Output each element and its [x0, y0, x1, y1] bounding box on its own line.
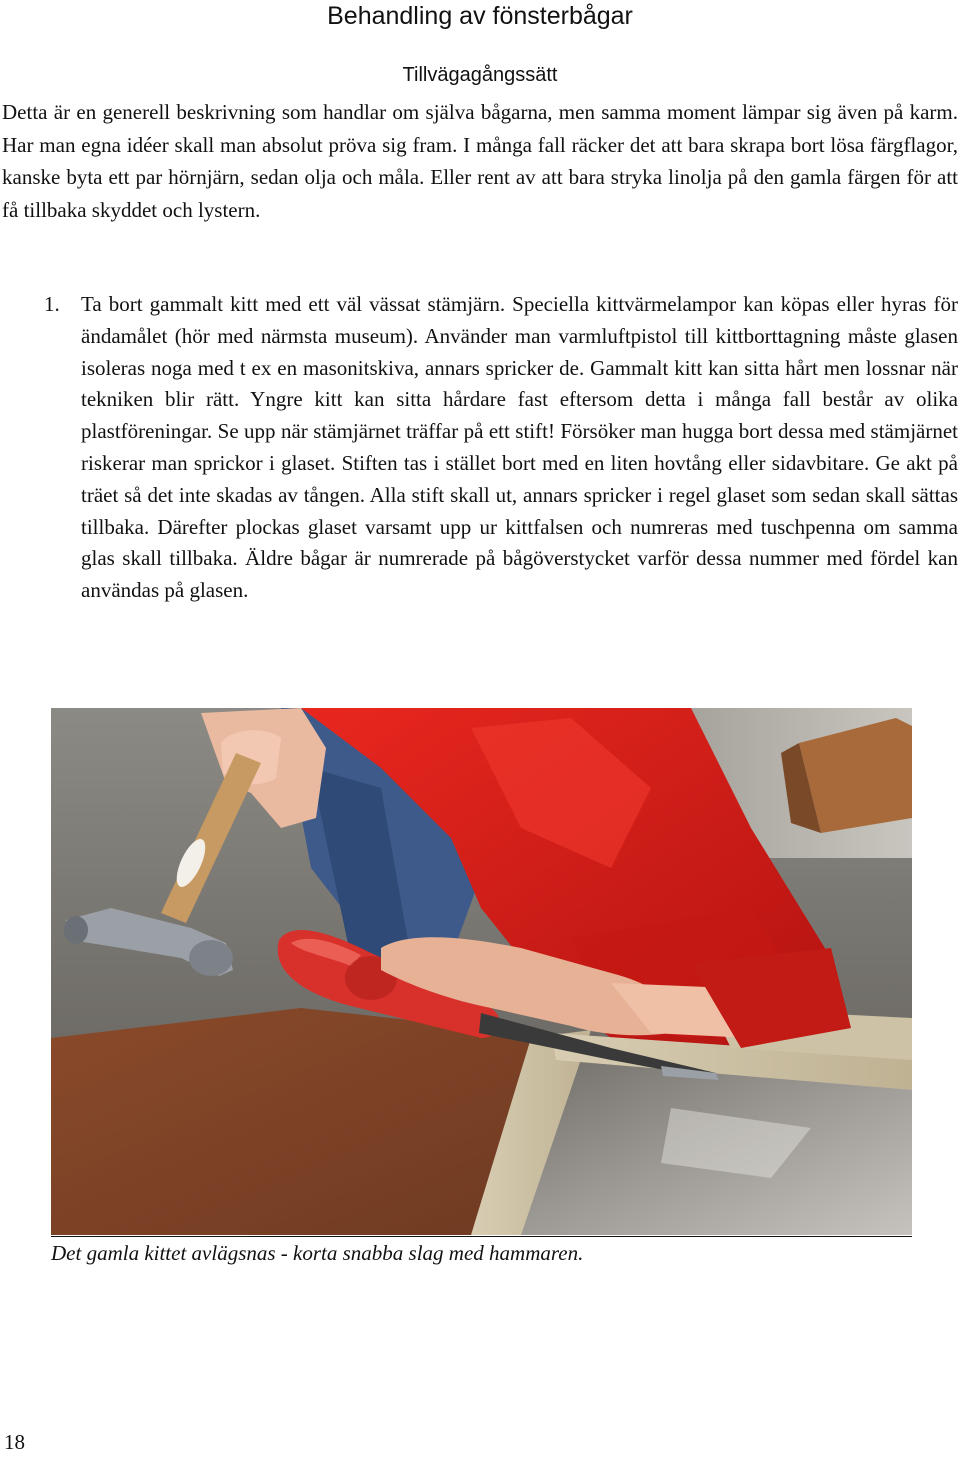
step-number: 1.: [44, 292, 60, 316]
figure-caption: Det gamla kittet avlägsnas - korta snabba slag med hammaren.: [51, 1236, 912, 1268]
step-item: [44, 289, 958, 607]
section-title: Tillvägagångssätt: [402, 64, 558, 86]
step-text: Ta bort gammalt kitt med ett väl vässat stämjärn. Speciella kittvärmelampor kan köpas eller hyras för ändamålet (hör med närmsta museum). Använder man varmluftpistol till kittborttagning måste glasen isoleras noga med t ex en masonitskiva, annars spricker de. Gammalt kitt kan sitta hårt men lossnar när tekniken blir rätt. Yngre kitt kan sitta hårdare fast eftersom detta i många fall består av olika plastföreningar. Se upp när stämjärnet träffar på ett stift! Försöker man hugga bort dessa med stämjärnet riskerar man sprickor i glaset. Stiften tas i stället bort med en liten hovtång eller sidavbitare. Ge akt på träet så det inte skadas av tången. Alla stift skall ut, annars spricker i regel glaset som sedan skall sättas tillbaka. Därefter plockas glaset varsamt upp ur kittfalsen och numreras med tuschpenna om samma glas skall tillbaka. Äldre bågar är numrerade på bågöverstycket varför dessa nummer med fördel kan användas på glasen.: [81, 292, 958, 603]
figure-photo: [51, 708, 912, 1235]
page-title: Behandling av fönsterbågar: [327, 2, 633, 30]
intro-paragraph: Detta är en generell beskrivning som handlar om själva bågarna, men samma moment lämpar sig även på karm. Har man egna idéer skall man absolut pröva sig fram. I många fall räcker det att bara skrapa bort lösa färgflagor, kanske byta ett par hörnjärn, sedan olja och måla. Eller rent av att bara stryka linolja på den gamla färgen för att få tillbaka skyddet och lystern.: [2, 100, 958, 222]
page-number: 18: [4, 1430, 25, 1454]
